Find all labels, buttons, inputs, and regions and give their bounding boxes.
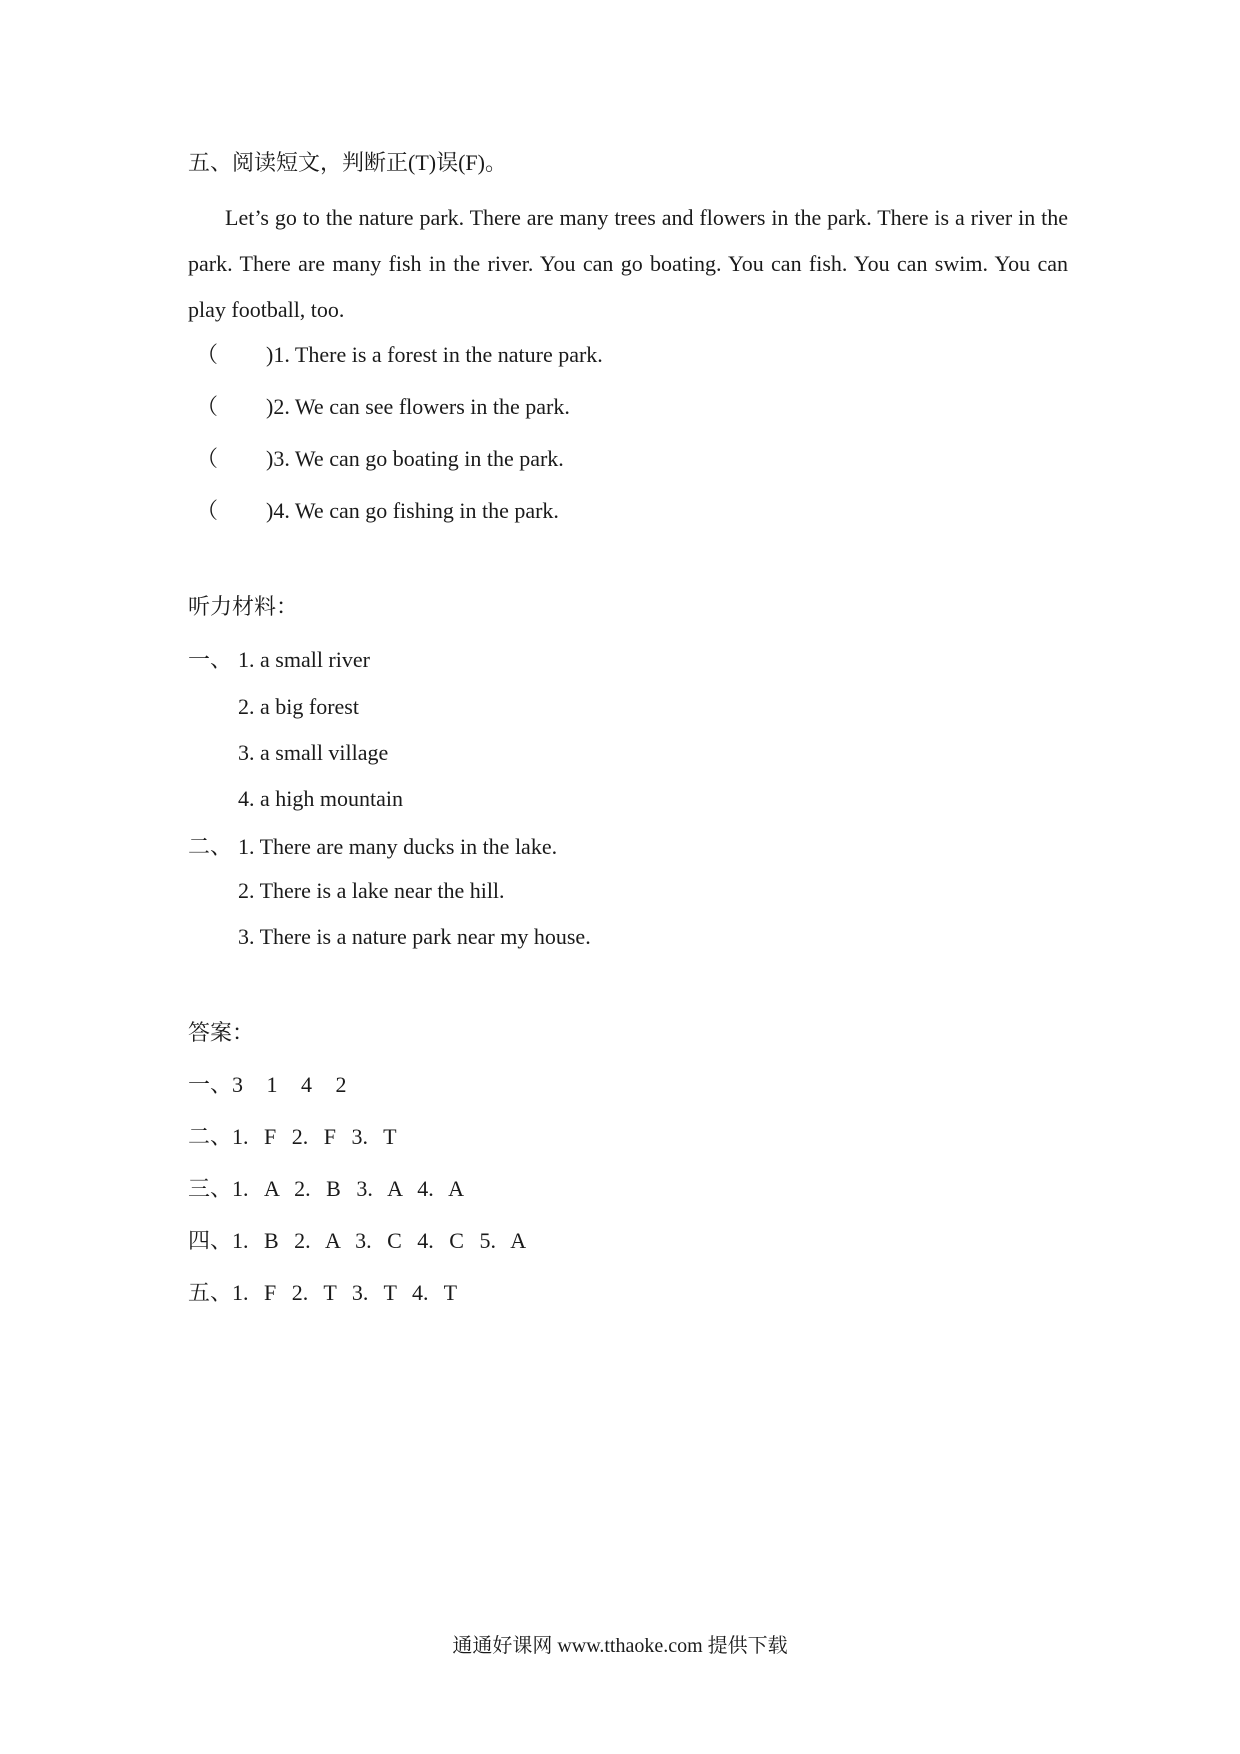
- question-text: )2. We can see flowers in the park.: [266, 394, 570, 419]
- answer-blank-open-paren: （: [196, 498, 219, 523]
- section-heading: 五、阅读短文，判断正(T)误(F)。: [188, 150, 507, 175]
- page-footer: 通通好课网 www.tthaoke.com 提供下载: [452, 1635, 788, 1657]
- question-text: )1. There is a forest in the nature park.: [266, 342, 603, 367]
- listening-item: 1. There are many ducks in the lake.: [238, 834, 558, 859]
- part-number: 一、: [188, 647, 233, 672]
- answer-line: 一、3 1 4 2: [188, 1072, 347, 1097]
- listening-item: 2. There is a lake near the hill.: [238, 878, 505, 903]
- answers-title: 答案：: [188, 1020, 255, 1045]
- answer-line: 四、1. B 2. A 3. C 4. C 5. A: [188, 1228, 527, 1253]
- part-number: 二、: [188, 834, 233, 859]
- listening-item: 4. a high mountain: [238, 786, 403, 811]
- listening-item: 1. a small river: [238, 647, 370, 672]
- answer-line: 五、1. F 2. T 3. T 4. T: [188, 1280, 458, 1305]
- answer-blank-open-paren: （: [196, 394, 219, 419]
- question-text: )4. We can go fishing in the park.: [266, 498, 559, 523]
- question-text: )3. We can go boating in the park.: [266, 446, 564, 471]
- answer-line: 三、1. A 2. B 3. A 4. A: [188, 1176, 464, 1201]
- answer-blank-open-paren: （: [196, 342, 219, 367]
- listening-item: 3. a small village: [238, 740, 389, 765]
- reading-passage: Let’s go to the nature park. There are many trees and flowers in the park. There is a river in the park. There are many fish in the river. You can go boating. You can fish. You can swim. You can play football, too.: [188, 205, 1068, 322]
- listening-item: 3. There is a nature park near my house.: [238, 924, 591, 949]
- answer-line: 二、1. F 2. F 3. T: [188, 1124, 397, 1149]
- listening-item: 2. a big forest: [238, 694, 359, 719]
- answer-blank-open-paren: （: [196, 446, 219, 471]
- listening-title: 听力材料：: [188, 594, 299, 619]
